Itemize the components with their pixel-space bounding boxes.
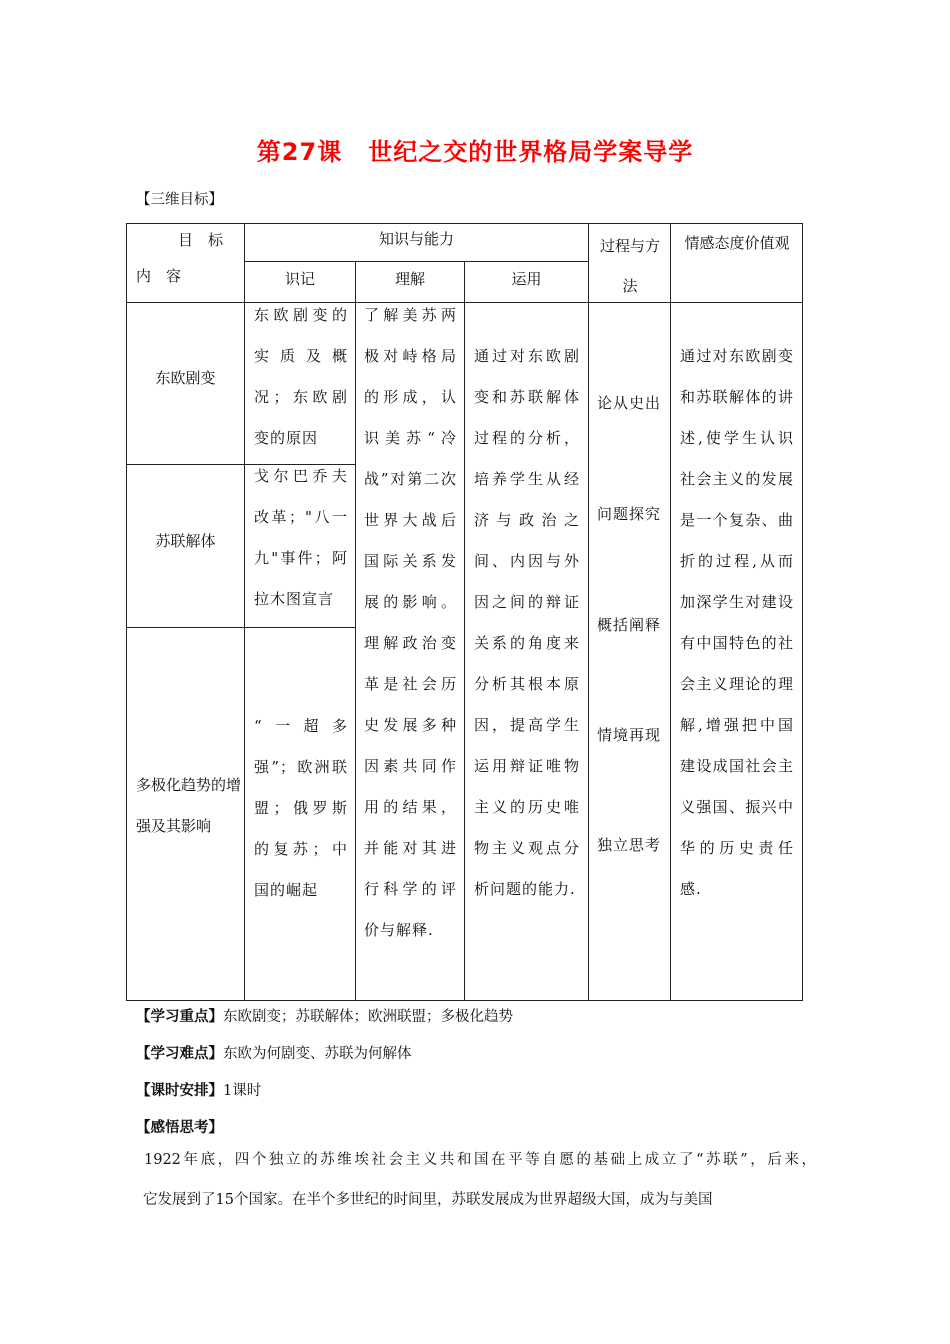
process-method-3: 概括阐释 xyxy=(597,616,662,634)
schedule-line xyxy=(136,1079,261,1100)
corner-header-content: 内 容 xyxy=(136,267,182,285)
header-understand: 理解 xyxy=(394,270,425,288)
goals-label: 【三维目标】 xyxy=(136,192,223,208)
recall-soviet-dissolution: 戈尔巴乔夫改革；"八一九"事件；阿拉木图宣言 xyxy=(254,467,348,608)
understand-text: 了解美苏两极对峙格局的形成，认识美苏“冷战”对第二次世界大战后国际关系发展的影响。理解政治变革是社会历史发展多种因素共同作用的结果，并能对其进行科学的评价与解释. xyxy=(364,306,457,939)
key-points-text: 东欧剧变；苏联解体；欧洲联盟；多极化趋势 xyxy=(223,1009,513,1025)
reflection-label: 【感悟思考】 xyxy=(136,1119,223,1136)
reflection-line-2: 它发展到了15个国家。在半个多世纪的时间里，苏联发展成为世界超级大国，成为与美国 xyxy=(143,1192,713,1208)
recall-multipolarity: “一超多强”；欧洲联盟；俄罗斯的复苏；中国的崛起 xyxy=(254,717,348,899)
emotion-values-text: 通过对东欧剧变和苏联解体的讲述,使学生认识社会主义的发展是一个复杂、曲折的过程,从而加深学生对建设有中国特色的社会主义理论的理解,增强把中国建设成国社会主义强国、振兴中华的历史责任感. xyxy=(680,347,794,898)
lesson-number: 第27课 xyxy=(256,138,343,166)
lesson-topic: 世纪之交的世界格局学案导学 xyxy=(368,138,694,166)
header-emotion-values: 情感态度价值观 xyxy=(684,234,790,252)
header-recall: 识记 xyxy=(284,270,315,288)
schedule-label: 【课时安排】 xyxy=(136,1082,223,1099)
reflection-line-1: 1922年底，四个独立的苏维埃社会主义共和国在平等自愿的基础上成立了“苏联”，后来， xyxy=(144,1152,816,1168)
apply-text: 通过对东欧剧变和苏联解体过程的分析，培养学生从经济与政治之间、内因与外因之间的辩证关系的角度来分析其根本原因，提高学生运用辩证唯物主义的历史唯物主义观点分析问题的能力. xyxy=(474,347,580,898)
key-points-label: 【学习重点】 xyxy=(136,1008,223,1025)
row-name-soviet-dissolution: 苏联解体 xyxy=(155,532,216,550)
key-points-line xyxy=(136,1005,513,1026)
page-title xyxy=(0,132,950,167)
schedule-text: 1课时 xyxy=(223,1083,262,1099)
difficulties-label: 【学习难点】 xyxy=(136,1045,223,1062)
recall-east-europe: 东欧剧变的实质及概况；东欧剧变的原因 xyxy=(254,306,348,447)
reflection-paragraph xyxy=(136,1140,816,1220)
header-knowledge-ability: 知识与能力 xyxy=(378,230,454,248)
process-method-2: 问题探究 xyxy=(597,505,662,523)
header-process-method: 过程与方法 xyxy=(600,237,661,295)
process-method-4: 情境再现 xyxy=(597,726,662,744)
process-method-1: 论从史出 xyxy=(597,394,662,412)
difficulties-line xyxy=(136,1042,412,1063)
corner-header-goal: 目 标 xyxy=(178,231,224,249)
row-name-multipolarity: 多极化趋势的增强及其影响 xyxy=(136,776,242,835)
process-method-5: 独立思考 xyxy=(597,836,662,854)
row-name-east-europe: 东欧剧变 xyxy=(155,369,216,387)
header-apply: 运用 xyxy=(511,270,542,288)
difficulties-text: 东欧为何剧变、苏联为何解体 xyxy=(223,1046,412,1062)
